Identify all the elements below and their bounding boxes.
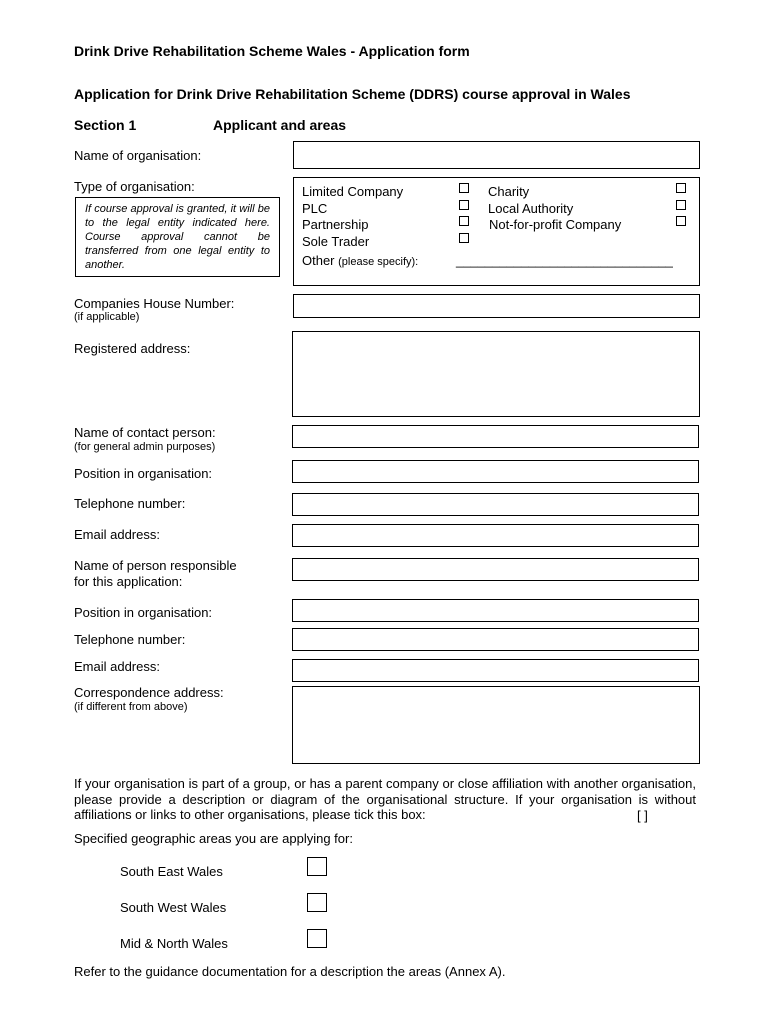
contact-email-label: Email address: [74, 527, 160, 542]
area-south-west-wales-label: South West Wales [120, 900, 227, 915]
responsible-telephone-input[interactable] [292, 628, 699, 651]
type-not-for-profit-checkbox[interactable] [676, 216, 686, 226]
type-limited-company-checkbox[interactable] [459, 183, 469, 193]
type-partnership-checkbox[interactable] [459, 216, 469, 226]
org-name-input[interactable] [293, 141, 700, 169]
areas-footer-note: Refer to the guidance documentation for a description the areas (Annex A). [74, 964, 506, 979]
correspondence-address-label: Correspondence address: [74, 685, 224, 700]
responsible-position-label: Position in organisation: [74, 605, 213, 620]
type-sole-trader-label: Sole Trader [302, 234, 370, 249]
contact-position-label: Position in organisation: [74, 466, 213, 481]
area-mid-north-wales-label: Mid & North Wales [120, 936, 228, 951]
contact-email-input[interactable] [292, 524, 699, 547]
type-plc-label: PLC [302, 201, 328, 216]
responsible-name-label-line2: for this application: [74, 574, 183, 589]
contact-name-input[interactable] [292, 425, 699, 448]
area-south-west-wales-checkbox[interactable] [307, 893, 327, 912]
responsible-position-input[interactable] [292, 599, 699, 622]
areas-label: Specified geographic areas you are applying for: [74, 831, 353, 846]
type-other-specify-field[interactable]: ______________________________ [456, 253, 673, 268]
section-number: Section 1 [74, 117, 137, 133]
contact-name-label: Name of contact person: [74, 425, 216, 440]
type-other-hint: (please specify): [338, 256, 419, 268]
companies-house-hint: (if applicable) [74, 311, 140, 323]
affiliation-paragraph [74, 776, 696, 823]
type-partnership-label: Partnership [302, 217, 369, 232]
type-sole-trader-checkbox[interactable] [459, 233, 469, 243]
type-limited-company-label: Limited Company [302, 184, 404, 199]
responsible-name-label-line1: Name of person responsible [74, 558, 237, 573]
org-name-label: Name of organisation: [74, 148, 202, 163]
type-other-label [302, 253, 418, 269]
contact-position-input[interactable] [292, 460, 699, 483]
responsible-email-input[interactable] [292, 659, 699, 682]
no-affiliation-tickbox[interactable]: [ ] [637, 808, 648, 823]
responsible-name-input[interactable] [292, 558, 699, 581]
companies-house-label: Companies House Number: [74, 296, 235, 311]
org-type-label: Type of organisation: [74, 179, 195, 194]
contact-name-hint: (for general admin purposes) [74, 441, 216, 453]
responsible-email-label: Email address: [74, 659, 160, 674]
type-other-text: Other [302, 253, 335, 268]
section-title: Applicant and areas [213, 117, 347, 133]
org-type-box [293, 177, 700, 286]
type-local-authority-label: Local Authority [488, 201, 574, 216]
registered-address-label: Registered address: [74, 341, 191, 356]
area-south-east-wales-label: South East Wales [120, 864, 223, 879]
affiliation-text: If your organisation is part of a group, or has a parent company or close affiliation with another organisation, please provide a description or diagram of the organisational structure. If your organisation is without affiliations or links to other organisations, please tick this box: [74, 776, 696, 822]
form-subtitle: Application for Drink Drive Rehabilitation Scheme (DDRS) course approval in Wales [74, 86, 631, 102]
legal-entity-note: If course approval is granted, it will be to the legal entity indicated here. Course approval cannot be transferred from one legal entity to another. [75, 197, 280, 277]
area-mid-north-wales-checkbox[interactable] [307, 929, 327, 948]
correspondence-address-input[interactable] [292, 686, 700, 764]
type-charity-label: Charity [488, 184, 530, 199]
form-title: Drink Drive Rehabilitation Scheme Wales - Application form [74, 43, 470, 59]
correspondence-address-hint: (if different from above) [74, 701, 188, 713]
responsible-telephone-label: Telephone number: [74, 632, 186, 647]
contact-telephone-label: Telephone number: [74, 496, 186, 511]
contact-telephone-input[interactable] [292, 493, 699, 516]
type-charity-checkbox[interactable] [676, 183, 686, 193]
type-local-authority-checkbox[interactable] [676, 200, 686, 210]
area-south-east-wales-checkbox[interactable] [307, 857, 327, 876]
type-not-for-profit-label: Not-for-profit Company [489, 217, 622, 232]
type-plc-checkbox[interactable] [459, 200, 469, 210]
registered-address-input[interactable] [292, 331, 700, 417]
companies-house-input[interactable] [293, 294, 700, 318]
